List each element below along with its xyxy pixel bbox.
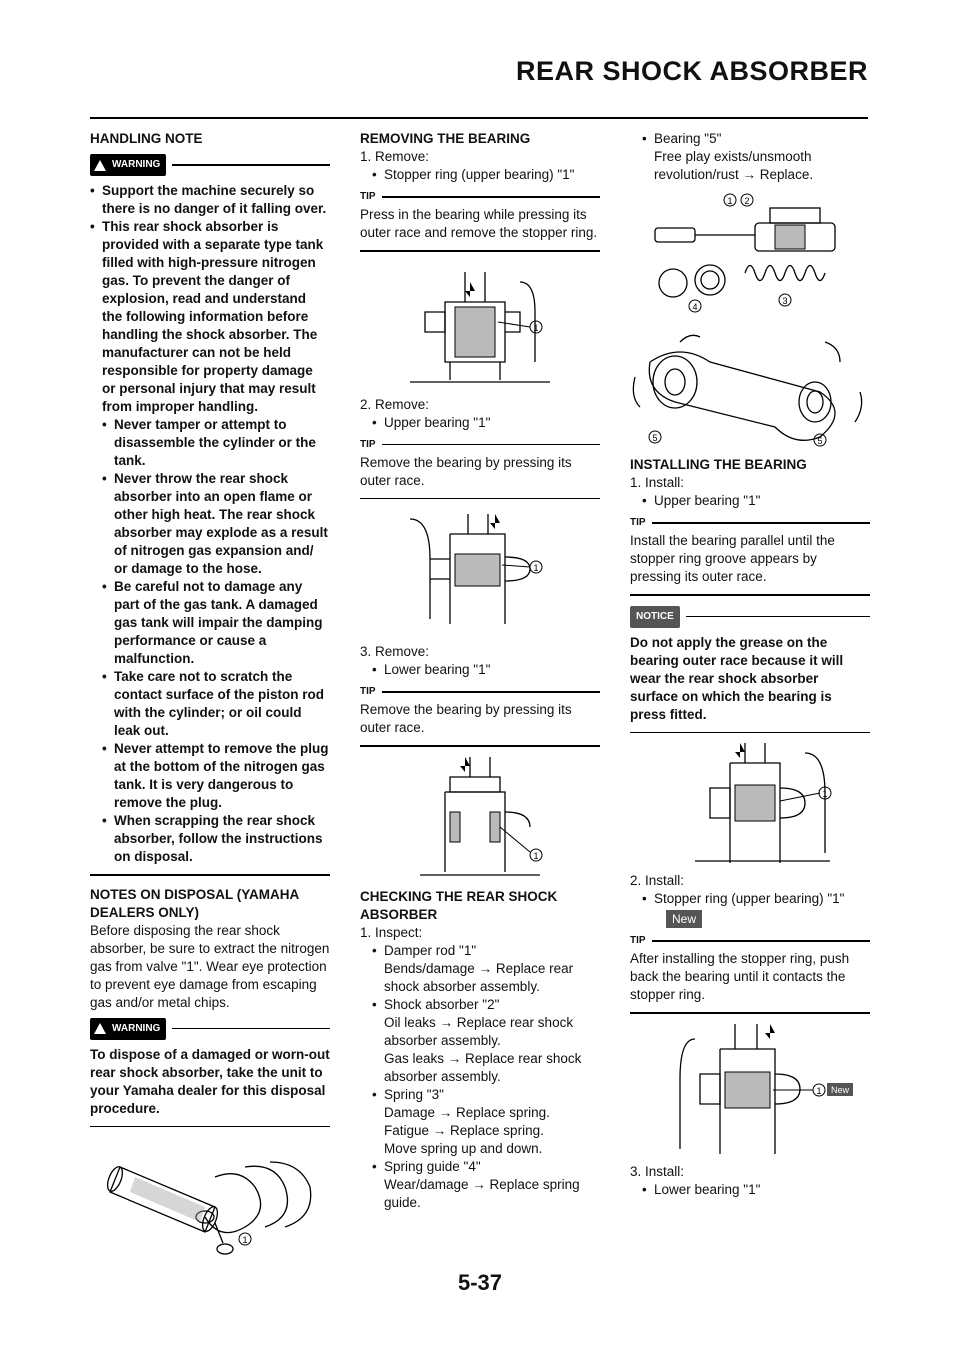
tip-header: TIP — [360, 683, 600, 701]
callout-1: 1 — [533, 322, 539, 333]
warning-sublist — [90, 416, 330, 866]
tip-header: TIP — [360, 436, 600, 454]
callout-1: 1 — [533, 563, 539, 573]
checking-heading: CHECKING THE REAR SHOCK ABSORBER — [360, 888, 558, 922]
disposal-text: Before disposing the rear shock absorber, be sure to extract the nitrogen gas from valve "1". Wear eye protection to prevent eye damage from escaping gas and/or metal chips. — [90, 922, 330, 1010]
callout-1: 1 — [816, 1085, 822, 1096]
warning-subitem: • When scrapping the rear shock absorber, follow the instructions on disposal. — [102, 812, 330, 866]
upper-bearing-install-figure — [655, 743, 845, 868]
step-item: • Stopper ring (upper bearing) "1" — [372, 166, 600, 184]
warning-badge: WARNING — [90, 154, 166, 176]
tip-text: Remove the bearing by pressing its outer race. — [360, 702, 572, 735]
stopper-ring-removal-figure — [390, 262, 570, 392]
step-item: • Stopper ring (upper bearing) "1" — [642, 890, 870, 908]
tip-text: Press in the bearing while pressing its outer race and remove the stopper ring. — [360, 207, 598, 240]
warning-item: • This rear shock absorber is provided with a separate type tank filled with high-pressure nitrogen gas. To prevent the danger of explosion, read and understand the following information before handling the shock absorber. The manufacturer can not be held responsible for property damage or personal injury that may result from improper handling. — [90, 218, 330, 416]
warning-list — [90, 182, 330, 416]
callout-4: 4 — [692, 302, 698, 312]
removing-bearing-heading: REMOVING THE BEARING — [360, 131, 531, 146]
check-item: • Bearing "5" Free play exists/unsmooth revolution/rust → Replace. — [642, 130, 870, 184]
step-text: 3. Install: — [630, 1163, 685, 1179]
callout-1: 1 — [533, 850, 539, 861]
step-text: 1. Inspect: — [360, 924, 423, 940]
warning-item: • Support the machine securely so there is no danger of it falling over. — [90, 182, 330, 218]
tip-text: Remove the bearing by pressing its outer race. — [360, 454, 572, 488]
tip-text: After installing the stopper ring, push back the bearing until it contacts the stopper ring. — [630, 951, 850, 1002]
step-text: 1. Install: — [630, 475, 685, 490]
step-text: 2. Remove: — [360, 396, 430, 412]
warning-subitem: • Never attempt to remove the plug at the bottom of the nitrogen gas tank. It is very dangerous to remove the plug. — [102, 740, 330, 812]
installing-bearing-heading: INSTALLING THE BEARING — [630, 457, 807, 472]
new-part-badge: New — [666, 910, 702, 928]
shock-absorber-exploded-figure — [635, 188, 865, 318]
step-item: • Upper bearing "1" — [372, 414, 600, 432]
check-item: • Shock absorber "2" Oil leaks → Replace rear shock absorber assembly. Gas leaks → Replace rear shock absorber assembly. — [372, 996, 600, 1086]
check-list — [360, 942, 600, 1212]
warning-subitem: • Never tamper or attempt to disassemble the cylinder or the tank. — [102, 416, 330, 470]
column-2 — [360, 128, 600, 1212]
tip-text: Install the bearing parallel until the stopper ring groove appears by pressing its outer race. — [630, 533, 835, 584]
warning-subitem: • Never throw the rear shock absorber into an open flame or other high heat. The rear shock absorber may explode as a result of nitrogen gas expansion and/ or damage to the hose. — [102, 470, 330, 578]
lower-bearing-removal-figure — [390, 757, 570, 882]
tip-header: TIP — [630, 932, 870, 950]
disposal-heading: NOTES ON DISPOSAL (YAMAHA DEALERS ONLY) — [90, 886, 299, 920]
notice-text: Do not apply the grease on the bearing outer race because it will wear the rear shock absorber surface on which the bearing is press fitted. — [630, 634, 844, 722]
column-3 — [630, 128, 870, 1199]
upper-bearing-removal-figure — [390, 509, 570, 639]
header-rule — [90, 117, 868, 119]
handling-note-heading: HANDLING NOTE — [90, 131, 203, 146]
callout-5: 5 — [652, 433, 658, 443]
warning-subitem: • Be careful not to damage any part of the gas tank. A damaged gas tank will impair the damping performance or cause a malfunction. — [102, 578, 330, 668]
step-item: • Lower bearing "1" — [642, 1181, 870, 1199]
check-item: • Damper rod "1" Bends/damage → Replace rear shock absorber assembly. — [372, 942, 600, 996]
new-part-label: New — [830, 1084, 850, 1095]
warning-badge: WARNING — [90, 1018, 166, 1040]
warning-subitem: • Take care not to scratch the contact surface of the piston rod with the cylinder; or oil could leak out. — [102, 668, 330, 740]
shock-absorber-valve-figure — [95, 1137, 325, 1262]
bearing-linkage-figure — [630, 322, 870, 452]
callout-1: 1 — [727, 196, 733, 206]
callout-5: 5 — [817, 436, 823, 446]
page-header-title: REAR SHOCK ABSORBER — [515, 56, 868, 86]
callout-1: 1 — [822, 789, 828, 799]
notice-badge: NOTICE — [630, 606, 680, 628]
notice-header — [630, 606, 870, 628]
tip-header: TIP — [360, 188, 600, 206]
callout-1: 1 — [242, 1235, 248, 1245]
column-1 — [90, 128, 330, 1266]
step-text: 3. Remove: — [360, 644, 430, 659]
step-text: 2. Install: — [630, 873, 685, 888]
callout-3: 3 — [782, 296, 788, 306]
step-item: • Lower bearing "1" — [372, 661, 600, 679]
warning-triangle-icon — [94, 1023, 106, 1034]
callout-2: 2 — [744, 196, 750, 206]
stopper-ring-install-figure — [645, 1024, 855, 1159]
tip-header: TIP — [630, 514, 870, 532]
check-item: • Spring guide "4" Wear/damage → Replace spring guide. — [372, 1158, 600, 1212]
step-text: 1. Remove: — [360, 149, 430, 164]
disposal-warning-text: To dispose of a damaged or worn-out rear shock absorber, take the unit to your Yamaha dealer for this disposal procedure. — [90, 1046, 330, 1116]
page-number: 5-37 — [457, 1270, 503, 1295]
step-item: • Upper bearing "1" — [642, 492, 870, 510]
check-item: • Spring "3" Damage → Replace spring. Fatigue → Replace spring. Move spring up and down. — [372, 1086, 600, 1158]
warning-header — [90, 154, 330, 176]
warning-header — [90, 1018, 330, 1040]
warning-triangle-icon — [94, 160, 106, 171]
